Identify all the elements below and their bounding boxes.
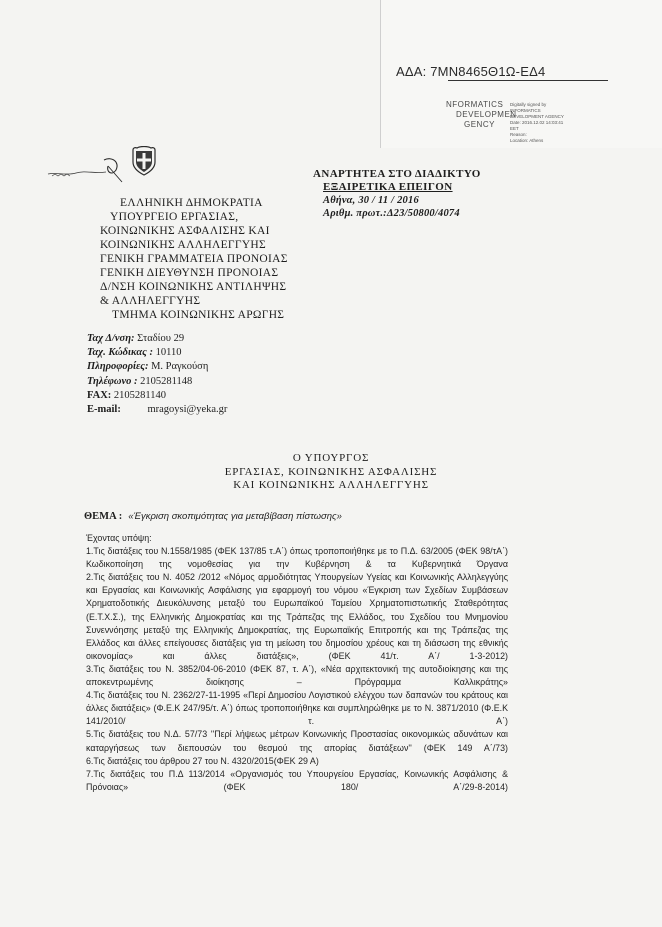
contact-label: E-mail: bbox=[87, 404, 121, 416]
authority-line: ΤΜΗΜΑ ΚΟΙΝΩΝΙΚΗΣ ΑΡΩΓΗΣ bbox=[112, 309, 285, 321]
minister-heading bbox=[0, 452, 662, 493]
subject-label: ΘΕΜΑ : bbox=[84, 511, 123, 522]
subject-line bbox=[84, 511, 342, 522]
contact-row bbox=[87, 332, 227, 346]
document-status-block bbox=[313, 168, 481, 220]
authority-line: ΕΛΛΗΝΙΚΗ ΔΗΜΟΚΡΑΤΙΑ bbox=[120, 197, 263, 209]
legal-reference-item: 3.Τις διατάξεις του Ν. 3852/04-06-2010 (ΦΕΚ 87, τ. Α΄), «Νέα αρχιτεκτονική της αυτοδιοίκησης και της αποκεντρωμένης διοίκησης – Πρόγραμμα Καλλικράτης» bbox=[86, 663, 508, 688]
authority-line: ΥΠΟΥΡΓΕΙΟ ΕΡΓΑΣΙΑΣ, bbox=[110, 211, 239, 223]
minister-line: ΚΑΙ ΚΟΙΝΩΝΙΚΗΣ ΑΛΛΗΛΕΓΓΥΗΣ bbox=[233, 479, 429, 491]
document-body bbox=[86, 532, 508, 794]
handwritten-mark bbox=[46, 152, 126, 192]
contact-value: 2105281140 bbox=[113, 389, 167, 401]
contact-label: Ταχ Δ/νση: bbox=[87, 333, 135, 344]
contact-label: Τηλέφωνο : bbox=[87, 375, 138, 387]
publish-online-title: ΑΝΑΡΤΗΤΕΑ ΣΤΟ ΔΙΑΔΙΚΤΥΟ bbox=[313, 168, 481, 180]
contact-row bbox=[87, 389, 227, 403]
signer-org-line: GENCY bbox=[464, 120, 495, 129]
legal-reference-item: 5.Τις διατάξεις του Ν.Δ. 57/73 ''Περί λήψεως μέτρων Κοινωνικής Προστασίας οικονομικώς αδυνάτων και καταργήσεως των διεπουσών του θεσμού της απορίας διατάξεων'' (ΦΕΚ 149 Α΄/73) bbox=[86, 729, 508, 753]
contact-row bbox=[87, 360, 227, 374]
legal-reference-item: 7.Τις διατάξεις του Π.Δ 113/2014 «Οργανισμός του Υπουργείου Εργασίας, Κοινωνικής Ασφάλισης & Πρόνοιας» (ΦΕΚ 180/ Α΄/29-8-2014) bbox=[86, 768, 508, 792]
contact-label: Πληροφορίες: bbox=[87, 361, 149, 373]
contact-value: 10110 bbox=[155, 347, 182, 359]
body-intro: Έχοντας υπόψη: bbox=[86, 533, 152, 543]
document-date: Αθήνα, 30 / 11 / 2016 bbox=[323, 195, 419, 206]
contact-value: 2105281148 bbox=[140, 375, 193, 387]
signature-metadata: Digitally signed by INFORMATICS DEVELOPMENT AGENCY Date: 2016.12.02 14:03:41 EET Reason: Location: Athens bbox=[510, 102, 564, 143]
contact-value: mragoysi@yeka.gr bbox=[147, 404, 228, 416]
contact-row bbox=[87, 403, 227, 417]
legal-reference-item: 4.Τις διατάξεις του Ν. 2362/27-11-1995 «Περί Δημοσίου Λογιστικού ελέγχου των δαπανών του κράτους και άλλες διατάξεις» (Φ.Ε.Κ 247/95/τ. Α΄) όπως τροποποιήθηκε και συμπληρώθηκε με το Ν. 3871/2010 (Φ.Ε.Κ 141/2010/ τ. Α΄) bbox=[86, 690, 508, 727]
legal-reference-item: 1.Τις διατάξεις του Ν.1558/1985 (ΦΕΚ 137/85 τ.Α΄) όπως τροποποιήθηκε με το Π.Δ. 63/2005 (ΦΕΚ 98/τΑ΄) Κωδικοποίηση της νομοθεσίας για την Κυβέρνηση & τα Κυβερνητικά Όργανα bbox=[86, 546, 508, 570]
ada-number-text: ΑΔΑ: 7ΜΝ8465Θ1Ω-ΕΔ4 bbox=[396, 64, 546, 79]
signer-org-line: DEVELOPMEN bbox=[456, 110, 517, 119]
signer-org-line: NFORMATICS bbox=[446, 100, 504, 109]
contact-label: Ταχ. Κώδικας : bbox=[87, 347, 153, 359]
contact-row bbox=[87, 375, 227, 389]
contact-label: FAX: bbox=[87, 389, 112, 401]
issuing-authority bbox=[100, 196, 288, 322]
contact-value: Μ. Ραγκούση bbox=[151, 361, 209, 373]
authority-line: ΚΟΙΝΩΝΙΚΗΣ ΑΣΦΑΛΙΣΗΣ ΚΑΙ bbox=[100, 225, 270, 237]
authority-line: ΚΟΙΝΩΝΙΚΗΣ ΑΛΛΗΛΕΓΓΥΗΣ bbox=[100, 239, 267, 251]
minister-line: Ο ΥΠΟΥΡΓΟΣ bbox=[292, 452, 370, 464]
contact-details bbox=[87, 332, 227, 417]
ada-number bbox=[396, 64, 545, 79]
contact-row bbox=[87, 346, 227, 360]
signer-organization bbox=[446, 100, 517, 130]
greek-emblem-icon bbox=[130, 146, 158, 176]
subject-value: «Έγκριση σκοπιμότητας για μεταβίβαση πίστωσης» bbox=[128, 511, 342, 522]
minister-line: ΕΡΓΑΣΙΑΣ, ΚΟΙΝΩΝΙΚΗΣ ΑΣΦΑΛΙΣΗΣ bbox=[224, 465, 438, 478]
urgent-title: ΕΞΑΙΡΕΤΙΚΑ ΕΠΕΙΓΟΝ bbox=[323, 181, 453, 193]
authority-line: ΓΕΝΙΚΗ ΔΙΕΥΘΥΝΣΗ ΠΡΟΝΟΙΑΣ bbox=[100, 267, 279, 279]
authority-line: & ΑΛΛΗΛΕΓΓΥΗΣ bbox=[100, 295, 201, 307]
legal-reference-item: 6.Τις διατάξεις του άρθρου 27 του Ν. 4320/2015(ΦΕΚ 29 Α) bbox=[86, 755, 319, 766]
authority-line: Δ/ΝΣΗ ΚΟΙΝΩΝΙΚΗΣ ΑΝΤΙΛΗΨΗΣ bbox=[100, 281, 287, 293]
contact-value: Σταδίου 29 bbox=[137, 333, 185, 344]
signature-rule bbox=[448, 80, 608, 81]
authority-line: ΓΕΝΙΚΗ ΓΡΑΜΜΑΤΕΙΑ ΠΡΟΝΟΙΑΣ bbox=[100, 253, 288, 265]
protocol-number: Αριθμ. πρωτ.:Δ23/50800/4074 bbox=[323, 208, 460, 219]
legal-reference-item: 2.Τις διατάξεις του Ν. 4052 /2012 «Νόμος αρμοδιότητας Υπουργείων Υγείας και Κοινωνικής Αλληλεγγύης και Εργασίας και Κοινωνικής Ασφάλισης για εφαρμογή του νόμου «Έγκριση των Σχεδίων Συμβάσεων Χρηματοδοτικής Διευκόλυνσης μεταξύ του Ευρωπαϊκού Ταμείου Χρηματοπιστωτικής Σταθερότητας (Ε.Τ.Χ.Σ.), της Ελληνικής Δημοκρατίας και της Τράπεζας της Ελλάδος, του Σχεδίου του Μνημονίου Συνεννόησης μεταξύ της Ελληνικής Δημοκρατίας, της Ευρωπαϊκής Επιτροπής και της Τράπεζας της Ελλάδος και άλλες επείγουσες διατάξεις για τη μείωση του δημοσίου χρέους και τη διάσωση της εθνικής οικονομίας» και άλλες διατάξεις», (ΦΕΚ 41/τ. Α΄/ 1-3-2012) bbox=[86, 572, 508, 661]
